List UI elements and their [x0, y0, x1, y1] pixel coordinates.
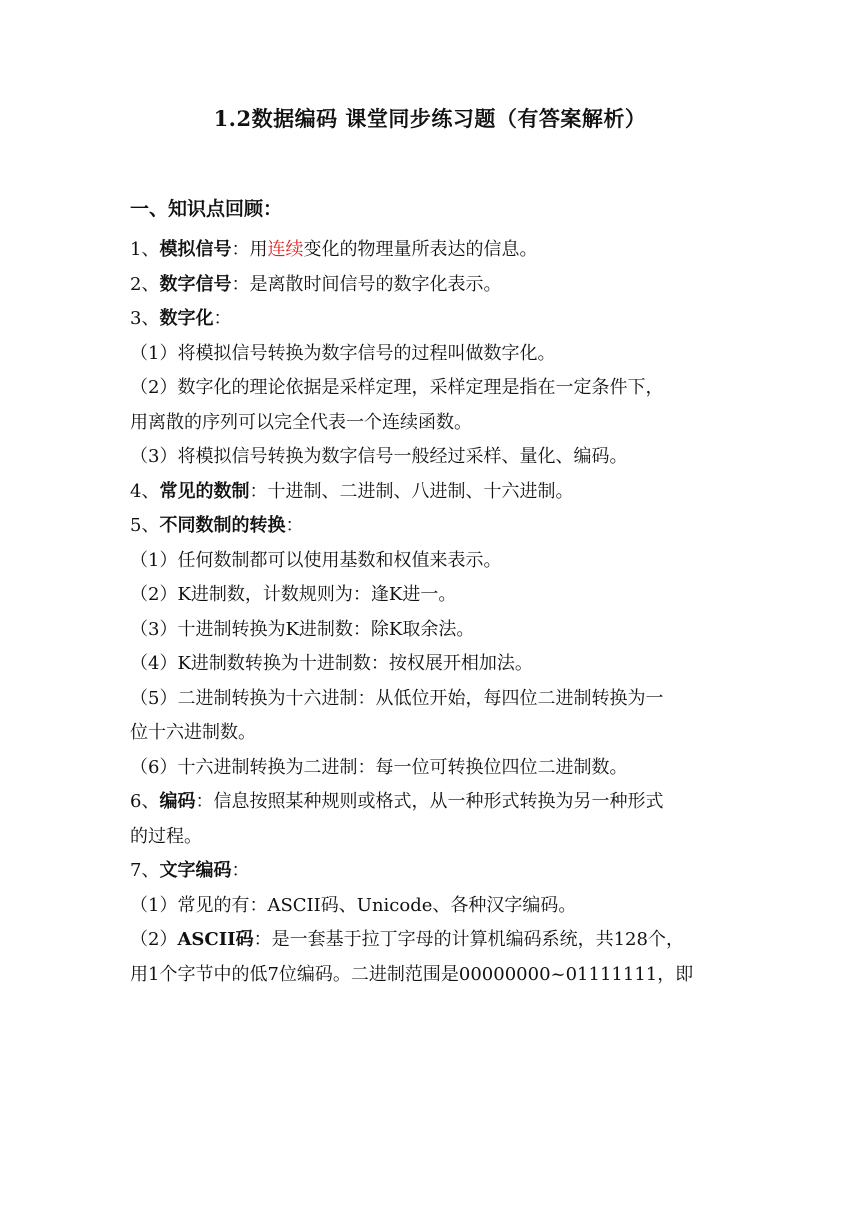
section-heading-knowledge-review: 一、知识点回顾：: [130, 198, 283, 220]
item-number-systems: [130, 475, 730, 510]
sub-item: （2）K进制数，计数规则为：逢K进一。: [130, 584, 457, 605]
item-digitization: [130, 302, 730, 337]
sub-item: （3）将模拟信号转换为数字信号一般经过采样、量化、编码。: [130, 446, 628, 467]
term-base-conversion: 不同数制的转换: [159, 515, 286, 536]
item-analog-signal: [130, 233, 730, 268]
highlight-continuous: 连续: [267, 239, 304, 260]
item-text-encoding: [130, 854, 730, 889]
item-text: ：是一套基于拉丁字母的计算机编码系统，共128个，: [253, 929, 684, 950]
sub-item-ascii: [130, 923, 730, 958]
item-number: 3、: [130, 308, 160, 329]
term-analog-signal: 模拟信号: [159, 239, 232, 260]
sub-item: （1）任何数制都可以使用基数和权值来表示。: [130, 549, 502, 571]
item-base-conversion: [130, 509, 730, 544]
term-digitization: 数字化: [159, 308, 214, 329]
item-text: ：: [231, 860, 250, 881]
term-encoding: 编码: [159, 791, 196, 812]
sub-item: （4）K进制数转换为十进制数：按权展开相加法。: [130, 653, 533, 674]
term-number-systems: 常见的数制: [159, 480, 250, 502]
sub-item: （3）十进制转换为K进制数：除K取余法。: [130, 618, 475, 640]
item-number: 7、: [130, 860, 160, 881]
term-digital-signal: 数字信号: [159, 273, 232, 295]
term-ascii: ASCII码: [177, 929, 254, 950]
sub-item: （6）十六进制转换为二进制：每一位可转换位四位二进制数。: [130, 756, 628, 778]
term-text-encoding: 文字编码: [159, 860, 232, 881]
sub-item: （5）二进制转换为十六进制：从低位开始，每四位二进制转换为一: [130, 687, 664, 709]
sub-item: （1）常见的有：ASCII码、Unicode、各种汉字编码。: [130, 894, 577, 916]
sub-item-continuation: 用离散的序列可以完全代表一个连续函数。: [130, 411, 472, 433]
sub-item-continuation: 位十六进制数。: [130, 722, 256, 743]
item-text: 变化的物理量所表达的信息。: [303, 239, 538, 260]
sub-item-number: （2）: [130, 929, 178, 950]
item-text: ：: [285, 515, 304, 536]
item-number: 2、: [130, 273, 160, 295]
item-number: 1、: [130, 239, 160, 260]
item-text: ：是离散时间信号的数字化表示。: [231, 273, 502, 295]
sub-item-continuation: 用1个字节中的低7位编码。二进制范围是00000000~01111111，即: [130, 963, 694, 985]
sub-item: （2）数字化的理论依据是采样定理，采样定理是指在一定条件下，: [130, 377, 664, 398]
document-body: [130, 233, 730, 992]
item-encoding: [130, 785, 730, 820]
sub-item: （1）将模拟信号转换为数字信号的过程叫做数字化。: [130, 342, 556, 364]
item-continuation: 的过程。: [130, 825, 202, 847]
item-text: ：用: [231, 239, 268, 260]
item-text: ：信息按照某种规则或格式，从一种形式转换为另一种形式: [195, 791, 664, 812]
item-digital-signal: [130, 268, 730, 303]
item-number: 5、: [130, 515, 160, 536]
item-text: ：: [213, 308, 232, 329]
item-number: 4、: [130, 480, 160, 502]
item-text: ：十进制、二进制、八进制、十六进制。: [249, 480, 574, 502]
item-number: 6、: [130, 791, 160, 812]
document-title: 1.2数据编码 课堂同步练习题（有答案解析）: [213, 106, 647, 131]
